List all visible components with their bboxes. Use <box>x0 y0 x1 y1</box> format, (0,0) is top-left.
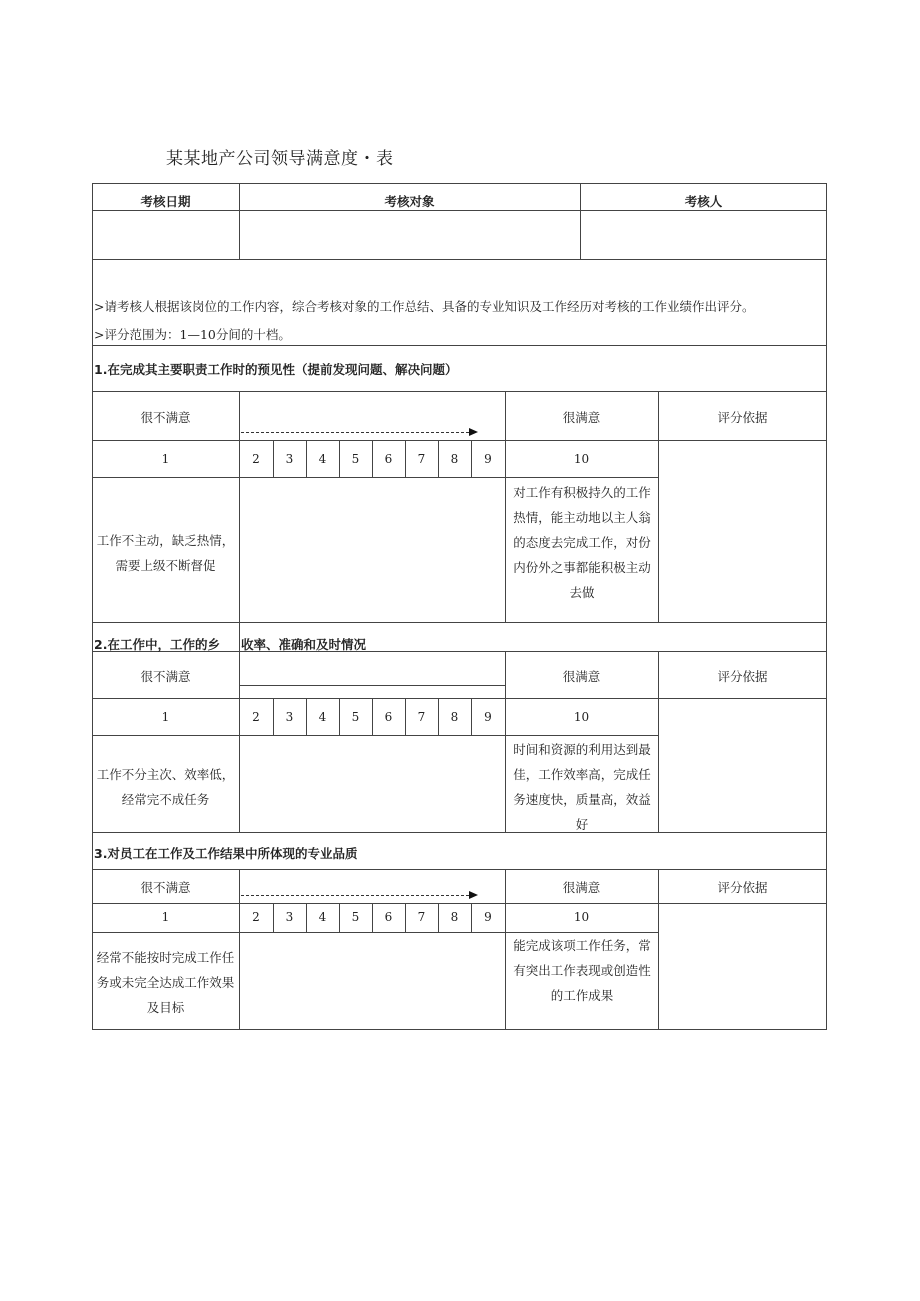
chevron-right-icon: > <box>94 327 105 342</box>
score-9[interactable]: 9 <box>484 710 492 724</box>
score-3[interactable]: 3 <box>285 710 294 724</box>
score-2[interactable]: 2 <box>252 452 260 466</box>
row-divider <box>92 832 827 833</box>
score-2[interactable]: 2 <box>252 710 260 724</box>
basis-label: 评分依据 <box>717 410 768 425</box>
subject-input-cell[interactable] <box>240 211 580 259</box>
score-6[interactable]: 6 <box>384 452 393 466</box>
low-description: 工作不分主次、效率低，经常完不成任务 <box>96 767 235 807</box>
row-divider <box>239 685 505 686</box>
score-5[interactable]: 5 <box>351 452 360 466</box>
high-scale-label: 很满意 <box>562 880 601 895</box>
score-3[interactable]: 3 <box>285 910 294 924</box>
low-scale-label: 很不满意 <box>140 669 191 684</box>
chevron-right-icon: > <box>94 299 105 314</box>
score-4[interactable]: 4 <box>318 910 327 924</box>
section-heading: 1.在完成其主要职责工作时的预见性（提前发现问题、解决问题） <box>94 362 458 377</box>
date-label: 考核日期 <box>140 194 191 209</box>
low-description: 工作不主动，缺乏热情，需要上级不断督促 <box>96 533 235 573</box>
low-scale-label: 很不满意 <box>140 410 191 425</box>
instruction-line: >请考核人根据该岗位的工作内容，综合考核对象的工作总结、具备的专业知识及工作经历对考核的工作业绩作出评分。 <box>94 299 755 314</box>
row-divider <box>92 259 827 260</box>
scale-arrow-line <box>241 895 469 896</box>
section-heading: 2.在工作中，工作的乡 <box>94 637 220 652</box>
score-4[interactable]: 4 <box>318 452 327 466</box>
basis-label: 评分依据 <box>717 669 768 684</box>
row-divider <box>92 869 827 870</box>
score-10[interactable]: 10 <box>573 910 590 924</box>
high-description: 对工作有积极持久的工作热情，能主动地以主人翁的态度去完成工作，对份内份外之事都能积极主动去做 <box>513 485 651 600</box>
score-8[interactable]: 8 <box>450 710 459 724</box>
page-title: 某某地产公司领导满意度・表 <box>166 149 394 169</box>
row-divider <box>92 622 827 623</box>
score-6[interactable]: 6 <box>384 710 393 724</box>
high-scale-label: 很满意 <box>562 410 601 425</box>
arrow-right-icon <box>469 891 478 899</box>
score-1[interactable]: 1 <box>161 910 170 924</box>
score-5[interactable]: 5 <box>351 910 360 924</box>
score-8[interactable]: 8 <box>450 910 459 924</box>
score-7[interactable]: 7 <box>417 710 426 724</box>
scale-arrow-line <box>241 432 469 433</box>
score-9[interactable]: 9 <box>484 910 492 924</box>
col-divider <box>239 651 240 832</box>
section-heading-continued: 收率、准确和及时情况 <box>241 637 367 652</box>
assessor-label: 考核人 <box>684 194 723 209</box>
low-scale-label: 很不满意 <box>140 880 191 895</box>
high-description: 能完成该项工作任务，常有突出工作表现或创造性的工作成果 <box>513 938 651 1003</box>
basis-input-cell[interactable] <box>659 699 827 832</box>
basis-input-cell[interactable] <box>659 441 827 622</box>
subject-label: 考核对象 <box>384 194 435 209</box>
row-divider <box>92 735 659 736</box>
col-divider <box>239 869 240 1030</box>
score-7[interactable]: 7 <box>417 910 426 924</box>
score-6[interactable]: 6 <box>384 910 393 924</box>
score-9[interactable]: 9 <box>484 452 492 466</box>
row-divider <box>92 345 827 346</box>
score-8[interactable]: 8 <box>450 452 459 466</box>
score-10[interactable]: 10 <box>573 710 590 724</box>
arrow-right-icon <box>469 428 478 436</box>
assessor-input-cell[interactable] <box>581 211 827 259</box>
score-4[interactable]: 4 <box>318 710 327 724</box>
score-1[interactable]: 1 <box>161 452 170 466</box>
basis-label: 评分依据 <box>717 880 768 895</box>
score-5[interactable]: 5 <box>351 710 360 724</box>
low-description: 经常不能按时完成工作任务或未完全达成工作效果及目标 <box>96 950 235 1015</box>
row-divider <box>92 391 827 392</box>
score-1[interactable]: 1 <box>161 710 170 724</box>
col-divider <box>239 391 240 622</box>
instruction-line: >评分范围为：1—10分间的十档。 <box>94 327 291 342</box>
col-divider <box>239 622 240 651</box>
score-7[interactable]: 7 <box>417 452 426 466</box>
high-description: 时间和资源的利用达到最佳，工作效率高，完成任务速度快，质量高，效益好 <box>513 742 651 832</box>
score-10[interactable]: 10 <box>573 452 590 466</box>
score-2[interactable]: 2 <box>252 910 260 924</box>
row-divider <box>92 477 659 478</box>
basis-input-cell[interactable] <box>659 904 827 1029</box>
score-3[interactable]: 3 <box>285 452 294 466</box>
section-heading: 3.对员工在工作及工作结果中所体现的专业品质 <box>94 846 358 861</box>
date-input-cell[interactable] <box>93 211 239 259</box>
high-scale-label: 很满意 <box>562 669 601 684</box>
